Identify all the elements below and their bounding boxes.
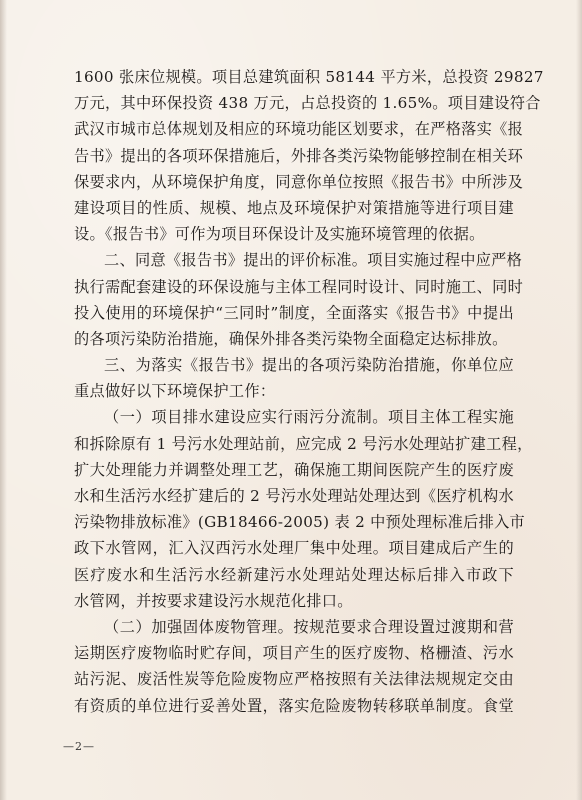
text-line: 运期医疗废物临时贮存间，项目产生的医疗废物、格栅渣、污水 xyxy=(74,644,514,663)
text-line: 扩大处理能力并调整处理工艺，确保施工期间医院产生的医疗废 xyxy=(74,460,514,479)
page-number: —2— xyxy=(63,740,95,753)
text-line: 和拆除原有 1 号污水处理站前，应完成 2 号污水处理站扩建工程， xyxy=(74,434,533,453)
text-line: 水管网，并按要求建设污水规范化排口。 xyxy=(74,591,353,610)
text-line: 有资质的单位进行妥善处置，落实危险废物转移联单制度。食堂 xyxy=(74,696,514,715)
item-one-start: （一）项目排水建设应实行雨污分流制。项目主体工程实施 xyxy=(104,408,514,427)
item-two-start: （二）加强固体废物管理。按规范要求合理设置过渡期和营 xyxy=(104,617,514,636)
page-left-edge-shadow xyxy=(0,0,7,800)
text-line: 执行需配套建设的环保设施与主体工程同时设计、同时施工、同时 xyxy=(74,277,524,296)
text-line: 政下水管网，汇入汉西污水处理厂集中处理。项目建成后产生的 xyxy=(74,539,514,558)
paragraph-three-start: 三、为落实《报告书》提出的各项污染防治措施，你单位应 xyxy=(104,356,514,375)
text-line: 1600 张床位规模。项目总建筑面积 58144 平方米，总投资 29827 xyxy=(74,68,544,86)
text-line: 投入使用的环境保护“三同时”制度，全面落实《报告书》中提出 xyxy=(74,303,514,322)
text-line: 万元，其中环保投资 438 万元，占总投资的 1.65%。项目建设符合 xyxy=(74,94,541,113)
paragraph-two-start: 二、同意《报告书》提出的评价标准。项目实施过程中应严格 xyxy=(104,251,523,270)
text-line: 建设项目的性质、规模、地点及环境保护对策措施等进行项目建 xyxy=(74,198,514,217)
text-line: 的各项污染防治措施，确保外排各类污染物全面稳定达标排放。 xyxy=(74,329,508,348)
text-line: 重点做好以下环境保护工作： xyxy=(74,382,276,401)
text-line: 污染物排放标准》(GB18466-2005) 表 2 中预处理标准后排入市 xyxy=(74,513,526,532)
text-line: 设。《报告书》可作为项目环保设计及实施环境管理的依据。 xyxy=(74,225,485,244)
page-right-edge-shadow xyxy=(576,0,582,800)
text-line: 站污泥、废活性炭等危险废物应严格按照有关法律法规规定交由 xyxy=(74,670,514,689)
text-line: 告书》提出的各项环保措施后，外排各类污染物能够控制在相关环 xyxy=(74,146,524,165)
text-line: 水和生活污水经扩建后的 2 号污水处理站处理达到《医疗机构水 xyxy=(74,487,514,505)
text-line: 医疗废水和生活污水经新建污水处理站处理达标后排入市政下 xyxy=(74,565,514,584)
document-body xyxy=(74,64,544,719)
text-line: 保要求内，从环境保护角度，同意你单位按照《报告书》中所涉及 xyxy=(74,172,524,191)
text-line: 武汉市城市总体规划及相应的环境功能区划要求，在严格落实《报 xyxy=(74,120,524,139)
